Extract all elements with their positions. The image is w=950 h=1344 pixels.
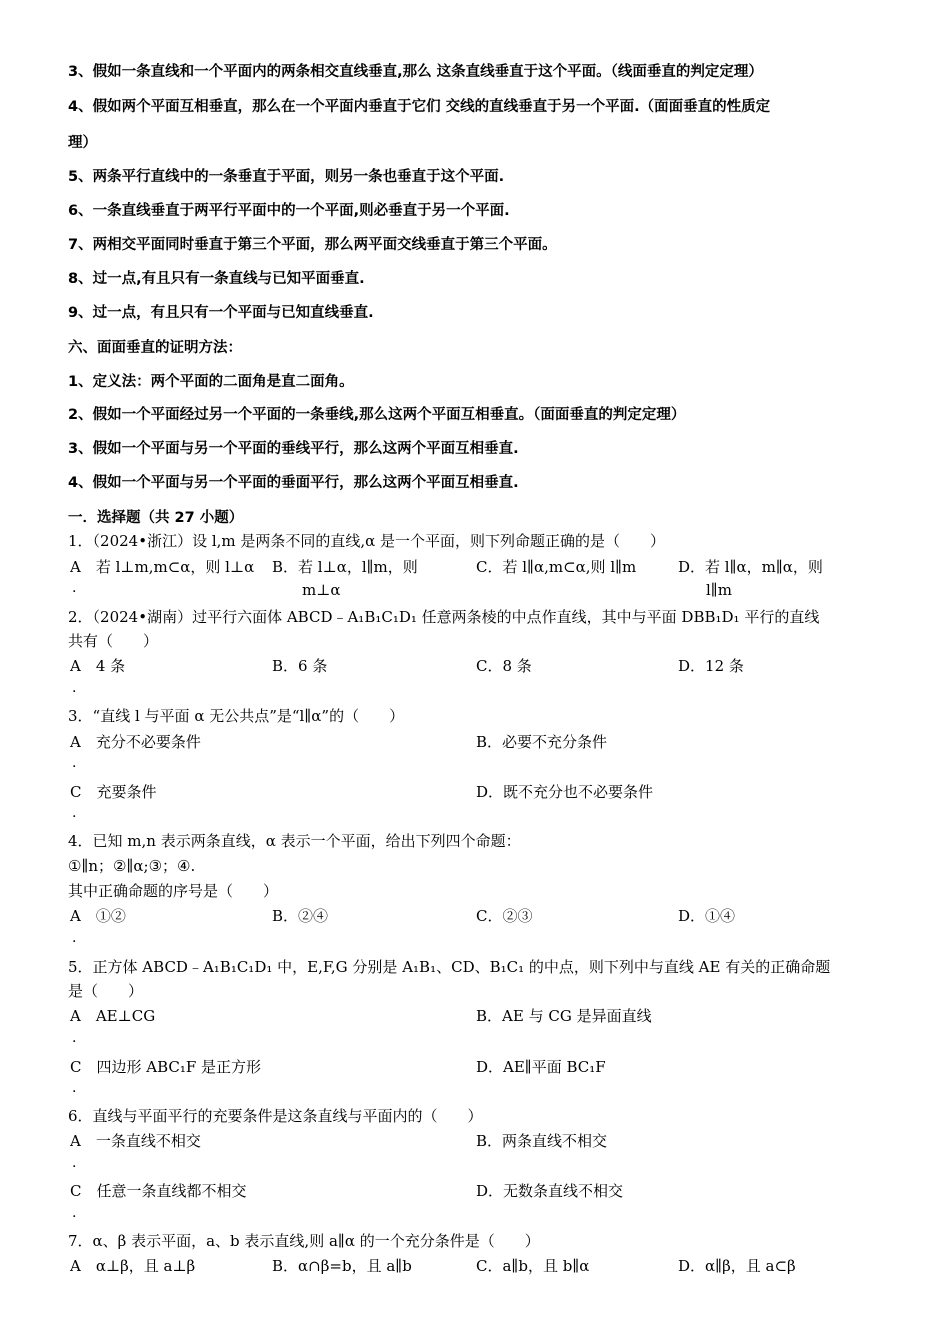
q1-option-d-cont: l∥m xyxy=(706,581,732,599)
theorem-7: 7、两相交平面同时垂直于第三个平面，那么两平面交线垂直于第三个平面。 xyxy=(68,237,557,253)
q4-question: 其中正确命题的序号是（ ） xyxy=(68,882,279,900)
q5-stem: 5．正方体 ABCD﹣A₁B₁C₁D₁ 中，E,F,G 分别是 A₁B₁、CD、B₁C₁ 的中点，则下列中与直线 AE 有关的正确命题 xyxy=(68,958,831,976)
part-1-title: 一．选择题（共 27 小题） xyxy=(68,510,244,526)
q1-option-c: C．若 l∥α,m⊂α,则 l∥m xyxy=(476,558,637,576)
q4-stem: 4．已知 m,n 表示两条直线，α 表示一个平面，给出下列四个命题： xyxy=(68,832,521,850)
q7-option-a: A α⊥β，且 a⊥β xyxy=(70,1257,196,1275)
q4-option-a: A ①② xyxy=(70,907,126,925)
q5-option-d: D．AE∥平面 BC₁F xyxy=(476,1058,606,1076)
q2-option-b: B．6 条 xyxy=(272,657,328,675)
q3-stem: 3．“直线 l 与平面 α 无公共点”是“l∥α”的（ ） xyxy=(68,707,405,725)
q6-option-d: D．无数条直线不相交 xyxy=(476,1182,624,1200)
q7-stem: 7．α、β 表示平面，a、b 表示直线,则 a∥α 的一个充分条件是（ ） xyxy=(68,1232,540,1250)
q3-option-b: B．必要不充分条件 xyxy=(476,733,608,751)
section-6-title: 六、面面垂直的证明方法： xyxy=(68,340,242,356)
q1-option-b-cont: m⊥α xyxy=(302,581,341,599)
q5-stem-cont: 是（ ） xyxy=(68,982,144,1000)
q5-option-b: B．AE 与 CG 是异面直线 xyxy=(476,1007,652,1025)
q1-option-d: D．若 l∥α，m∥α，则 xyxy=(678,558,823,576)
q3-option-d: D．既不充分也不必要条件 xyxy=(476,783,654,801)
q6-option-c: C 任意一条直线都不相交 xyxy=(70,1182,247,1200)
q7-option-b: B．α∩β=b，且 a∥b xyxy=(272,1257,412,1275)
q4-propositions: ①∥n；②∥α;③；④. xyxy=(68,857,196,875)
theorem-4: 4、假如两个平面互相垂直，那么在一个平面内垂直于它们 交线的直线垂直于另一个平面.（面面垂直的性质定 xyxy=(68,99,771,115)
q7-option-c: C．a∥b，且 b∥α xyxy=(476,1257,590,1275)
q5-dot-2: . xyxy=(72,1080,77,1096)
theorem-3: 3、假如一条直线和一个平面内的两条相交直线垂直,那么 这条直线垂直于这个平面。（线面垂直的判定定理） xyxy=(68,64,763,80)
q2-stem-cont: 共有（ ） xyxy=(68,632,159,650)
q6-stem: 6．直线与平面平行的充要条件是这条直线与平面内的（ ） xyxy=(68,1107,483,1125)
q2-option-d: D．12 条 xyxy=(678,657,744,675)
q5-option-c: C 四边形 ABC₁F 是正方形 xyxy=(70,1058,262,1076)
q1-stem: 1．（2024•浙江）设 l,m 是两条不同的直线,α 是一个平面，则下列命题正确的是（ ） xyxy=(68,532,666,550)
q6-dot-1: . xyxy=(72,1155,77,1171)
theorem-9: 9、过一点，有且只有一个平面与已知直线垂直. xyxy=(68,305,374,321)
q7-option-d: D．α∥β，且 a⊂β xyxy=(678,1257,796,1275)
theorem-5: 5、两条平行直线中的一条垂直于平面，则另一条也垂直于这个平面. xyxy=(68,169,505,185)
q4-option-d: D．①④ xyxy=(678,907,736,925)
q1-dot: . xyxy=(72,580,77,596)
q1-option-a: A 若 l⊥m,m⊂α，则 l⊥α xyxy=(70,558,255,576)
q3-option-a: A 充分不必要条件 xyxy=(70,733,201,751)
q1-option-b: B．若 l⊥α，l∥m，则 xyxy=(272,558,418,576)
q6-option-a: A 一条直线不相交 xyxy=(70,1132,201,1150)
q6-dot-2: . xyxy=(72,1205,77,1221)
q2-option-a: A 4 条 xyxy=(70,657,126,675)
theorem-4-cont: 理） xyxy=(68,135,97,151)
q4-option-b: B．②④ xyxy=(272,907,329,925)
q2-dot: . xyxy=(72,680,77,696)
method-3: 3、假如一个平面与另一个平面的垂线平行，那么这两个平面互相垂直. xyxy=(68,441,519,457)
q5-dot-1: . xyxy=(72,1030,77,1046)
theorem-6: 6、一条直线垂直于两平行平面中的一个平面,则必垂直于另一个平面. xyxy=(68,203,510,219)
theorem-8: 8、过一点,有且只有一条直线与已知平面垂直. xyxy=(68,271,365,287)
q4-option-c: C．②③ xyxy=(476,907,533,925)
q3-dot-1: . xyxy=(72,755,77,771)
method-2: 2、假如一个平面经过另一个平面的一条垂线,那么这两个平面互相垂直。（面面垂直的判定定理） xyxy=(68,407,686,423)
q5-option-a: A AE⊥CG xyxy=(70,1007,156,1025)
q6-option-b: B．两条直线不相交 xyxy=(476,1132,608,1150)
q2-stem: 2．（2024•湖南）过平行六面体 ABCD﹣A₁B₁C₁D₁ 任意两条棱的中点作直线，其中与平面 DBB₁D₁ 平行的直线 xyxy=(68,608,820,626)
q3-dot-2: . xyxy=(72,805,77,821)
q4-dot: . xyxy=(72,930,77,946)
q2-option-c: C．8 条 xyxy=(476,657,532,675)
q3-option-c: C 充要条件 xyxy=(70,783,157,801)
method-4: 4、假如一个平面与另一个平面的垂面平行，那么这两个平面互相垂直. xyxy=(68,475,519,491)
method-1: 1、定义法：两个平面的二面角是直二面角。 xyxy=(68,374,354,390)
